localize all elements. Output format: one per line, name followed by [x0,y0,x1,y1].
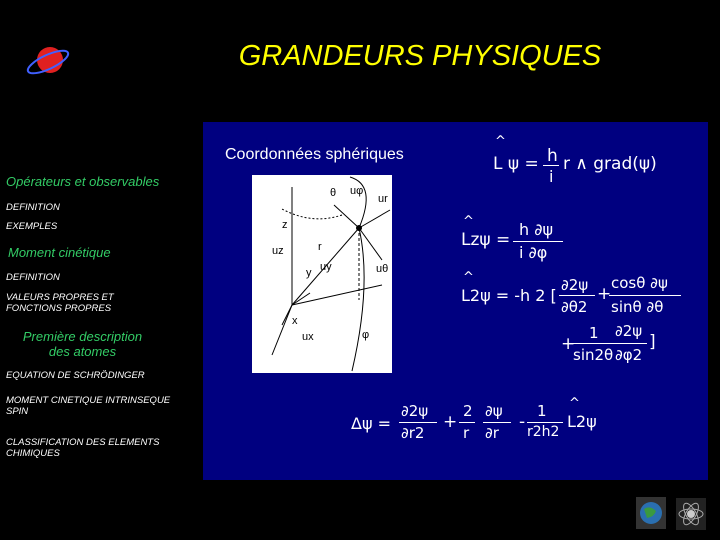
close-bracket: ] [649,332,656,352]
l2-term3-den1: sin2θ [573,346,614,364]
fig-label-uz: uz [272,245,284,257]
nav-premiere-line2: des atomes [48,344,117,359]
lap-tail: L2ψ [567,412,597,431]
nav-premiere-line1: Première description [22,329,143,344]
laplacian-formula [351,398,621,448]
nav-classification[interactable] [6,437,159,459]
lz-numerator: h ∂ψ [519,220,554,239]
lap-c-num: ∂ψ [485,402,503,420]
lap-a-den: ∂r2 [401,424,425,442]
lap-c-den: ∂r [485,424,499,442]
l-operator-formula [493,134,673,194]
lz-formula [461,214,581,264]
fraction-bar [573,343,613,344]
hat-mark: ^ [495,134,506,149]
nav-exemples[interactable]: EXEMPLES [6,221,58,232]
fig-label-utheta: uθ [376,263,389,275]
l-formula-lhs: L ψ = [493,154,539,174]
l2-term3-den2: ∂φ2 [615,346,643,364]
fraction-bar [559,295,595,296]
atom-icon[interactable] [676,498,706,530]
nav-premiere-description[interactable] [10,329,155,359]
fraction-bar [609,295,681,296]
l2-term2-num: cosθ ∂ψ [611,274,668,292]
spherical-coordinates-figure [252,175,392,373]
fraction-bar [613,343,647,344]
nav-definition-2[interactable]: DEFINITION [6,272,60,283]
l2-term2-den: sinθ ∂θ [611,298,664,316]
lap-d-num: 1 [537,402,547,420]
l2-lhs: L2ψ = -h 2 [ [461,286,557,305]
fig-label-ux: ux [302,331,314,343]
plus-sign: + [597,284,612,304]
fig-label-uy: uy [320,261,332,273]
fig-label-uphi: uφ [350,185,364,197]
minus-sign: - [519,412,526,432]
panel-heading: Coordonnées sphériques [225,146,404,163]
fraction-bar [459,422,475,423]
nav-moment-spin[interactable] [6,395,170,417]
page-title: GRANDEURS PHYSIQUES [238,40,602,72]
fig-label-ur: ur [378,193,388,205]
hat-mark: ^ [569,396,580,411]
laplacian-lhs: Δψ = [351,414,391,433]
fraction-bar [399,422,437,423]
nav-equation-schrodinger[interactable]: EQUATION DE SCHRÖDINGER [6,370,145,381]
plus-sign: + [561,334,576,354]
hbar-symbol: h [547,146,558,166]
nav-class-line1: CLASSIFICATION DES ELEMENTS [6,437,160,448]
fig-label-z: z [282,219,288,231]
plus-sign: + [443,412,458,432]
fig-label-theta: θ [330,187,337,199]
lap-b-den: r [463,424,470,442]
nav-operateurs[interactable]: Opérateurs et observables [6,174,160,189]
lap-b-num: 2 [463,402,473,420]
nav-spin-line2: SPIN [6,406,29,417]
l2-term1-num: ∂2ψ [561,276,589,294]
lap-d-den: r2h2 [527,424,560,440]
fig-label-r: r [318,241,322,253]
l2-term3-num2: ∂2ψ [615,322,643,340]
nav-valeurs-propres[interactable] [6,292,114,314]
fig-label-phi: φ [362,329,370,341]
fraction-bar [527,422,563,423]
l2-term3-num1: 1 [589,324,599,342]
i-symbol: i [549,167,554,186]
fig-label-y: y [306,267,312,279]
nav-definition-1[interactable]: DEFINITION [6,202,60,213]
l2-term1-den: ∂θ2 [561,298,588,316]
fraction-bar [483,422,511,423]
globe-icon[interactable] [636,497,666,529]
nav-moment-cinetique[interactable]: Moment cinétique [8,245,111,260]
nav-valeurs-line2: FONCTIONS PROPRES [6,303,112,314]
planet-logo-icon [24,40,72,85]
l-formula-rhs: r ∧ grad(ψ) [563,154,657,174]
hat-mark: ^ [463,270,474,285]
fraction-bar [513,241,563,242]
nav-valeurs-line1: VALEURS PROPRES ET [6,292,114,303]
fraction-bar [543,165,559,166]
fig-label-x: x [292,315,298,327]
l2-formula [461,270,706,370]
lap-a-num: ∂2ψ [401,402,429,420]
hat-mark: ^ [463,214,474,229]
lz-denominator: i ∂φ [519,243,548,262]
nav-spin-line1: MOMENT CINETIQUE INTRINSEQUE [6,395,171,406]
lz-lhs: Lzψ = [461,230,511,250]
nav-class-line2: CHIMIQUES [6,448,60,459]
